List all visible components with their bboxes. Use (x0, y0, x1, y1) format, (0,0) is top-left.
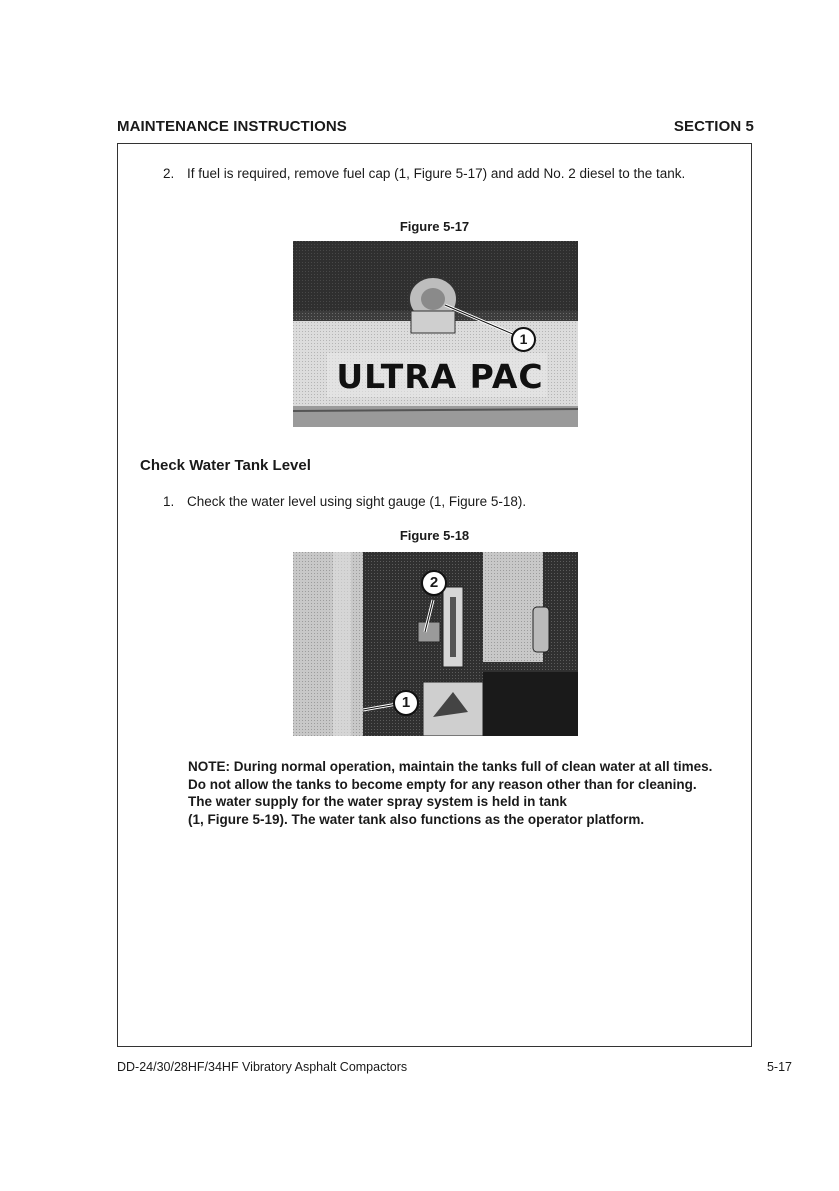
page-number: 5-17 (766, 1060, 792, 1074)
step-number: 2. (163, 166, 175, 181)
note-text: (1, Figure 5-19). The water tank also functions as the operator platform. (188, 811, 645, 827)
note-block (188, 758, 728, 828)
step-text: If fuel is required, remove fuel cap (1, Figure 5-17) and add No. 2 diesel to the tank. (187, 166, 686, 181)
figure-18-label: Figure 5-18 (399, 528, 470, 543)
note-text: The water supply for the water spray system is held in tank (188, 794, 567, 809)
water-step-item (163, 493, 703, 511)
step-number: 1. (163, 494, 175, 509)
header-section: SECTION 5 (673, 118, 754, 135)
note-text: NOTE: During normal operation, maintain the tanks full of clean water at all times. Do not allow the tanks to become empty for any reason other than for cleaning. (188, 759, 713, 792)
photo-label-text: ULTRA PAC (336, 357, 544, 396)
figure-17-photo (293, 241, 578, 427)
figure-18-photo (293, 552, 578, 736)
content-frame (117, 143, 752, 1047)
header-title: MAINTENANCE INSTRUCTIONS (117, 118, 347, 135)
fuel-step-item (163, 165, 703, 183)
figure-17-label: Figure 5-17 (399, 219, 470, 234)
callout-badge: 1 (511, 327, 536, 352)
fuel-tank-photo (293, 241, 578, 427)
callout-badge: 1 (393, 690, 419, 716)
step-text: Check the water level using sight gauge (1, Figure 5-18). (187, 494, 527, 509)
footer-title: DD-24/30/28HF/34HF Vibratory Asphalt Compactors (117, 1060, 408, 1074)
section-title: Check Water Tank Level (140, 457, 311, 474)
callout-badge: 2 (421, 570, 447, 596)
